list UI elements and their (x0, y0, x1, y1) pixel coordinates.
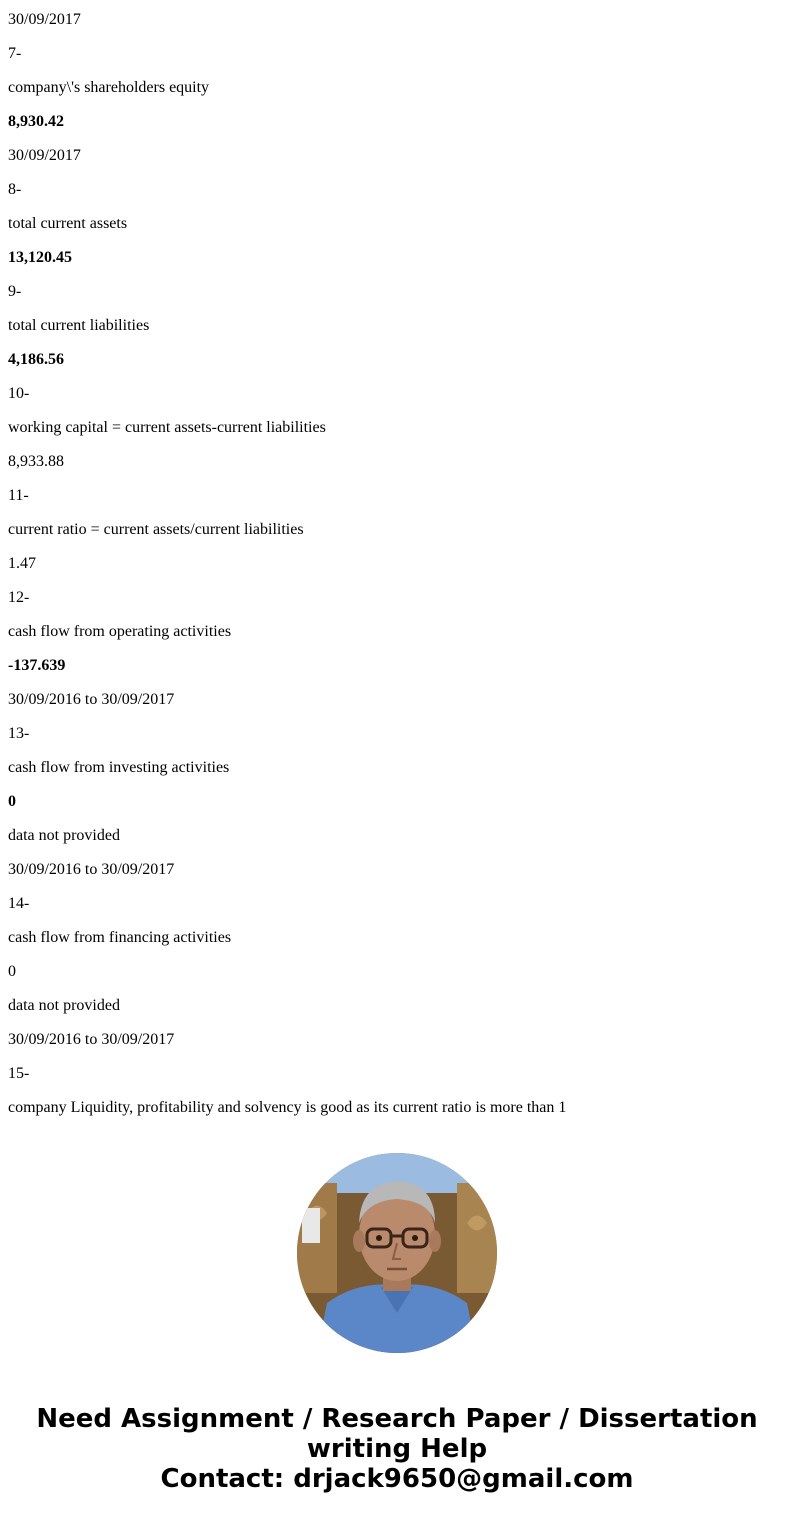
document-line: 1.47 (8, 555, 36, 572)
document-line: total current assets (8, 215, 128, 232)
document-line: cash flow from operating activities (8, 623, 232, 640)
document-line: 8,933.88 (8, 453, 64, 470)
assignment-help-banner (0, 1404, 794, 1494)
document-line: 14- (8, 895, 30, 912)
document-line: -137.639 (8, 657, 66, 674)
document-line: 15- (8, 1065, 30, 1082)
document-line: 13,120.45 (8, 249, 72, 266)
document-line: 10- (8, 385, 30, 402)
document-line: 30/09/2016 to 30/09/2017 (8, 691, 175, 708)
document-line: 11- (8, 487, 29, 504)
document-line: 12- (8, 589, 30, 606)
promo-contact-line: Contact: drjack9650@gmail.com (160, 1464, 634, 1494)
document-line: 30/09/2017 (8, 11, 81, 28)
portrait-photo-icon (297, 1153, 497, 1353)
promo-line-1: Need Assignment / Research Paper / Dissertation (36, 1404, 758, 1434)
document-line: total current liabilities (8, 317, 150, 334)
document-line: data not provided (8, 827, 120, 844)
document-line: 30/09/2016 to 30/09/2017 (8, 861, 175, 878)
document-line: cash flow from financing activities (8, 929, 232, 946)
document-line: data not provided (8, 997, 120, 1014)
document-line: 13- (8, 725, 30, 742)
document-line: company\'s shareholders equity (8, 79, 210, 96)
document-line: 4,186.56 (8, 351, 64, 368)
document-line: company Liquidity, profitability and solvency is good as its current ratio is more than 1 (8, 1099, 567, 1116)
author-avatar (297, 1153, 497, 1353)
document-line: 0 (8, 793, 16, 810)
document-line: 8- (8, 181, 22, 198)
document-line: cash flow from investing activities (8, 759, 230, 776)
promo-line-2: writing Help (306, 1434, 488, 1464)
document-line: 0 (8, 963, 16, 980)
document-line: 30/09/2016 to 30/09/2017 (8, 1031, 175, 1048)
document-line: 8,930.42 (8, 113, 64, 130)
document-line: working capital = current assets-current liabilities (8, 419, 326, 436)
document-line: 9- (8, 283, 22, 300)
document-line: current ratio = current assets/current liabilities (8, 521, 304, 538)
document-line: 7- (8, 45, 22, 62)
document-line: 30/09/2017 (8, 147, 81, 164)
